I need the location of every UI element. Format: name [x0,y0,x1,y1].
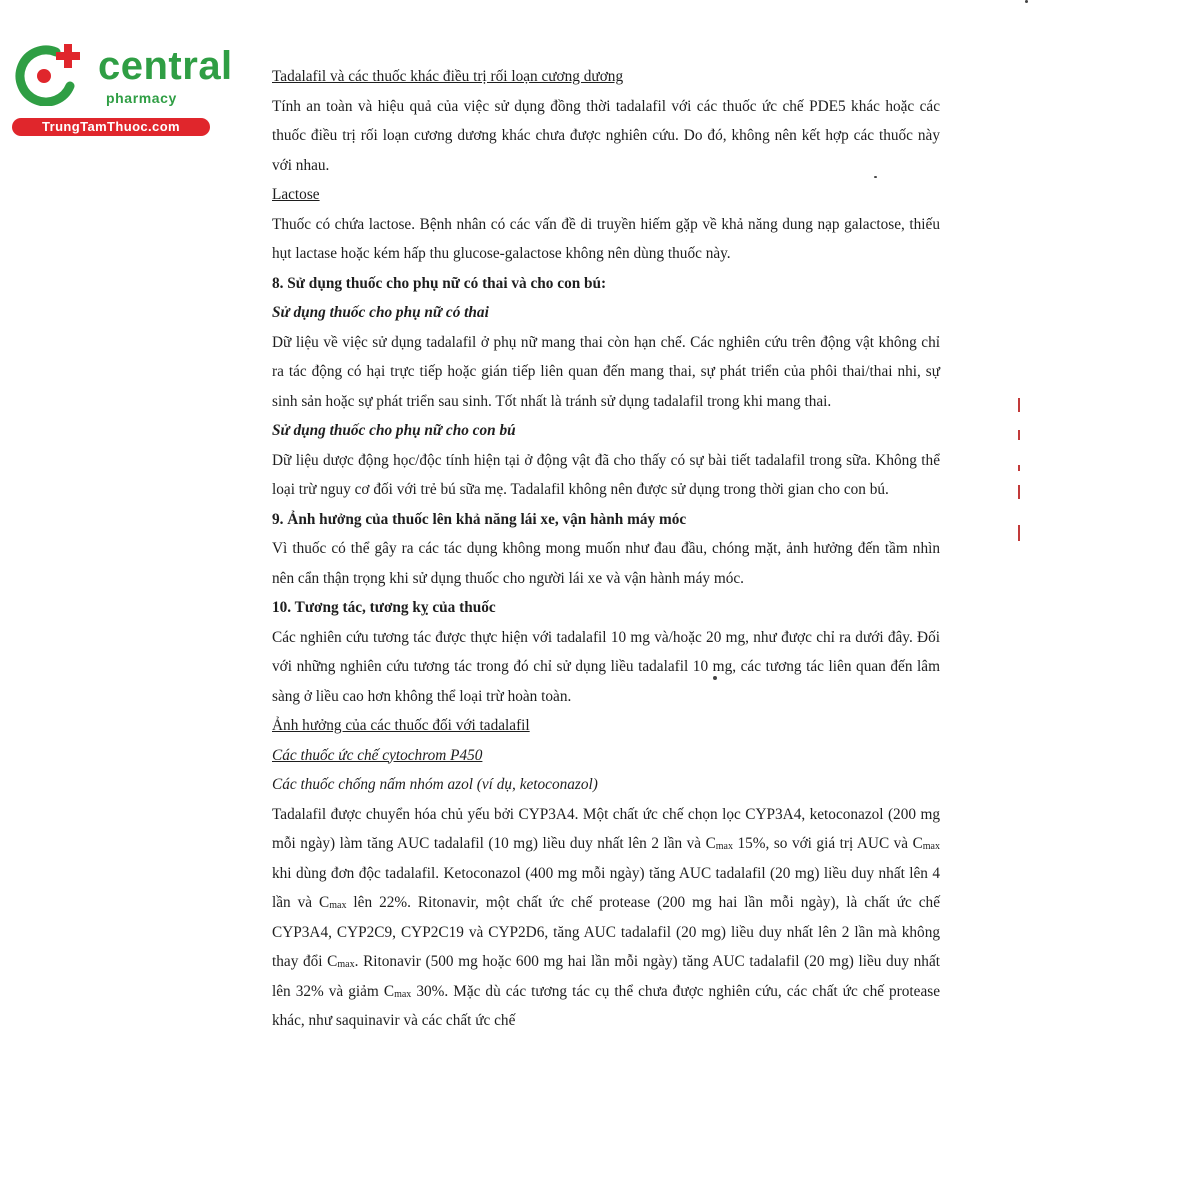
section-10-azole-text [272,800,940,1036]
section-8-lactation-text: Dữ liệu dược động học/độc tính hiện tại ở động vật đã cho thấy có sự bài tiết tadalafil trong sữa. Không thể loại trừ nguy cơ đối với trẻ bú sữa mẹ. Tadalafil không nên được sử dụng trong thời gian cho con bú. [272,451,940,498]
scan-speck [713,676,717,680]
heading-tadalafil-ed: Tadalafil và các thuốc khác điều trị rối loạn cương dương [272,68,624,85]
margin-mark [1018,525,1020,541]
section-8-lactation-title: Sử dụng thuốc cho phụ nữ cho con bú [272,422,516,439]
margin-mark [1018,465,1020,471]
cmax-subscript: max [337,959,355,970]
scan-speck [1025,0,1028,3]
section-8-pregnancy-text: Dữ liệu về việc sử dụng tadalafil ở phụ nữ mang thai còn hạn chế. Các nghiên cứu trên động vật không chỉ ra tác động có hại trực tiếp hoặc gián tiếp liên quan đến mang thai, sự phát triển của phôi thai/thai nhi, sự sinh sản hoặc sự phát triển sau sinh. Tốt nhất là tránh sử dụng tadalafil trong khi mang thai. [272,333,940,410]
paragraph-lactose: Thuốc có chứa lactose. Bệnh nhân có các vấn đề di truyền hiếm gặp về khả năng dung nạp galactose, thiếu hụt lactase hoặc kém hấp thu glucose-galactose không nên dùng thuốc này. [272,215,940,262]
margin-mark [1018,485,1020,499]
section-8-title: 8. Sử dụng thuốc cho phụ nữ có thai và cho con bú: [272,274,607,292]
margin-mark [1018,430,1020,440]
paragraph-tadalafil-ed: Tính an toàn và hiệu quả của việc sử dụng đồng thời tadalafil với các thuốc ức chế PDE5 khác hoặc các thuốc điều trị rối loạn cương dương khác chưa được nghiên cứu. Do đó, không nên kết hợp các thuốc này với nhau. [272,97,940,174]
azole-text-part: lên 22%. Ritonavir, một chất ức chế protease (200 mg hai lần mỗi ngày), là chất ức chế CYP3A4, CYP2C9, CYP2C19 và CYP2D6, tăng AUC tadalafil (20 mg) liều duy nhất lên 2 lần mà không thay đổi C [272,894,940,970]
cmax-subscript: max [394,988,412,1000]
azole-text-part: khi dùng đơn độc tadalafil. Ketoconazol (400 mg mỗi ngày) tăng AUC tadalafil (20 mg) liều duy nhất lên 4 lần và C [272,864,940,911]
logo-sub-text: pharmacy [106,90,177,106]
section-9-text: Vì thuốc có thể gây ra các tác dụng không mong muốn như đau đầu, chóng mặt, ảnh hưởng đến tầm nhìn nên cẩn thận trọng khi sử dụng thuốc cho người lái xe và vận hành máy móc. [272,540,940,587]
logo-site-banner: TrungTamThuoc.com [12,118,210,136]
central-pharmacy-logo-icon [12,42,90,106]
pharmacy-logo [10,38,233,138]
cmax-subscript: max [715,841,733,852]
azole-text-part: 30%. Mặc dù các tương tác cụ thể chưa được nghiên cứu, các chất ức chế protease khác, như saquinavir và các chất ức chế [272,982,940,1029]
section-10-effects-title: Ảnh hưởng của các thuốc đối với tadalafil [272,717,530,734]
azole-text-part: 15%, so với giá trị AUC và C [733,835,923,852]
logo-brand-text: central [98,44,233,88]
cmax-subscript: max [329,900,347,911]
heading-lactose: Lactose [272,186,320,203]
margin-mark [1018,398,1020,412]
azole-text-part: Tadalafil được chuyển hóa chủ yếu bởi CYP3A4. Một chất ức chế chọn lọc CYP3A4, ketoconazol (200 mg mỗi ngày) làm tăng AUC tadalafil (10 mg) liều duy nhất lên 2 lần và C [272,805,940,852]
section-8-pregnancy-title: Sử dụng thuốc cho phụ nữ có thai [272,304,489,321]
section-10-azole-title: Các thuốc chống nấm nhóm azol (ví dụ, ketoconazol) [272,776,598,793]
cmax-subscript: max [922,841,940,852]
section-9-title: 9. Ảnh hưởng của thuốc lên khả năng lái xe, vận hành máy móc [272,510,687,528]
azole-text-part: . Ritonavir (500 mg hoặc 600 mg hai lần mỗi ngày) tăng AUC tadalafil (20 mg) liều duy nhất lên 32% và giảm C [272,953,940,1000]
section-10-title: 10. Tương tác, tương kỵ của thuốc [272,599,496,616]
section-10-cyp450-title: Các thuốc ức chế cytochrom P450 [272,746,483,764]
scan-speck [874,176,877,178]
document-body [272,62,940,1036]
section-10-text: Các nghiên cứu tương tác được thực hiện với tadalafil 10 mg và/hoặc 20 mg, như được chỉ ra dưới đây. Đối với những nghiên cứu tương tác trong đó chỉ sử dụng liều tadalafil 10 mg, các tương tác liên quan đến lâm sàng ở liều cao hơn không thể loại trừ hoàn toàn. [272,628,940,705]
